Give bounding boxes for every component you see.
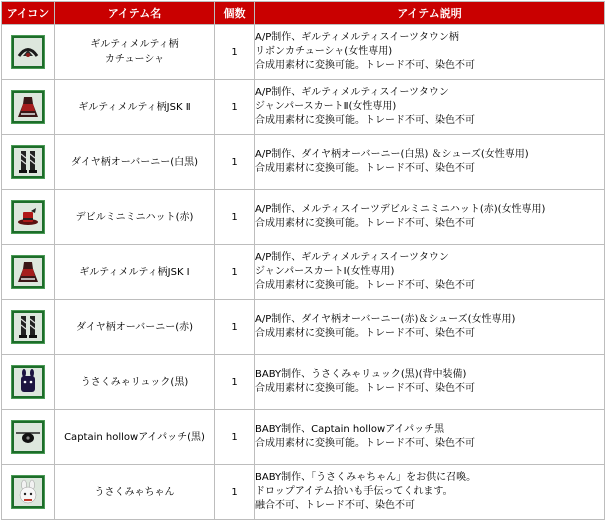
item-name-line: うさくみゃちゃん <box>94 486 175 498</box>
backpack-icon <box>12 366 44 398</box>
table-row <box>2 465 605 520</box>
item-description-line: 合成用素材に変換可能。トレード不可、染色不可 <box>255 328 475 339</box>
item-quantity: 1 <box>215 80 255 135</box>
jumper-skirt-icon <box>12 91 44 123</box>
table-row <box>2 25 605 80</box>
overknee-socks-icon <box>12 146 44 178</box>
item-description-line: 合成用素材に変換可能。トレード不可、染色不可 <box>255 438 475 449</box>
item-description-line: リボンカチューシャ(女性専用) <box>255 46 393 57</box>
item-name-line: ダイヤ柄オーバーニー(白黒) <box>70 156 199 168</box>
header-icon: アイコン <box>2 2 55 25</box>
item-description <box>255 25 605 80</box>
item-table <box>1 1 605 520</box>
item-description <box>255 80 605 135</box>
item-description-line: A/P制作、ギルティメルティスイーツタウン柄 <box>255 32 459 43</box>
item-icon-cell <box>2 25 55 80</box>
item-quantity: 1 <box>215 300 255 355</box>
item-quantity: 1 <box>215 190 255 245</box>
item-description <box>255 410 605 465</box>
item-description-line: BABY制作、Captain hollowアイパッチ黒 <box>255 424 445 435</box>
header-qty: 個数 <box>215 2 255 25</box>
mini-hat-icon <box>12 201 44 233</box>
item-description-line: ドロップアイテム拾いも手伝ってくれます。 <box>255 486 453 497</box>
item-description <box>255 465 605 520</box>
item-name <box>55 190 215 245</box>
header-name: アイテム名 <box>55 2 215 25</box>
item-icon-cell <box>2 135 55 190</box>
item-description-line: A/P制作、ギルティメルティスイーツタウン <box>255 252 449 263</box>
item-quantity: 1 <box>215 410 255 465</box>
item-quantity: 1 <box>215 135 255 190</box>
overknee-socks-icon <box>12 311 44 343</box>
item-name-line: デビルミニミニハット(赤) <box>75 211 194 223</box>
item-description <box>255 135 605 190</box>
item-name-line: うさくみゃリュック(黒) <box>80 376 189 388</box>
bunny-pet-icon <box>12 476 44 508</box>
item-name <box>55 465 215 520</box>
item-description-line: A/P制作、ギルティメルティスイーツタウン <box>255 87 449 98</box>
item-quantity: 1 <box>215 355 255 410</box>
item-description <box>255 355 605 410</box>
item-name <box>55 355 215 410</box>
item-icon-cell <box>2 355 55 410</box>
item-description-line: 合成用素材に変換可能。トレード不可、染色不可 <box>255 163 475 174</box>
item-name <box>55 300 215 355</box>
item-description-line: ジャンパースカートⅠ(女性専用) <box>255 266 395 277</box>
header-desc: アイテム説明 <box>255 2 605 25</box>
table-row <box>2 135 605 190</box>
item-description-line: 合成用素材に変換可能。トレード不可、染色不可 <box>255 383 475 394</box>
item-name <box>55 245 215 300</box>
item-name-line: Captain hollowアイパッチ(黒) <box>64 431 205 443</box>
table-row <box>2 410 605 465</box>
item-name-line: ギルティメルティ柄JSK Ⅰ <box>79 266 190 278</box>
item-quantity: 1 <box>215 25 255 80</box>
table-row <box>2 355 605 410</box>
item-quantity: 1 <box>215 465 255 520</box>
item-description-line: 融合不可、トレード不可、染色不可 <box>255 500 415 511</box>
item-description-line: 合成用素材に変換可能。トレード不可、染色不可 <box>255 115 475 126</box>
table-row <box>2 245 605 300</box>
item-icon-cell <box>2 190 55 245</box>
item-description <box>255 300 605 355</box>
item-icon-cell <box>2 465 55 520</box>
item-name-line: カチューシャ <box>104 54 165 65</box>
item-icon-cell <box>2 410 55 465</box>
item-description <box>255 245 605 300</box>
table-header-row <box>2 2 605 25</box>
item-name <box>55 25 215 80</box>
headdress-icon <box>12 36 44 68</box>
item-quantity: 1 <box>215 245 255 300</box>
item-name-line: ギルティメルティ柄JSK Ⅱ <box>78 101 191 113</box>
item-name <box>55 410 215 465</box>
jumper-skirt-icon <box>12 256 44 288</box>
item-description-line: 合成用素材に変換可能。トレード不可、染色不可 <box>255 60 475 71</box>
table-row <box>2 80 605 135</box>
item-name-line: ギルティメルティ柄 <box>90 39 179 50</box>
item-description <box>255 190 605 245</box>
item-name <box>55 135 215 190</box>
item-description-line: BABY制作、うさくみゃリュック(黒)(背中装備) <box>255 369 467 380</box>
item-description-line: ジャンパースカートⅡ(女性専用) <box>255 101 397 112</box>
item-icon-cell <box>2 80 55 135</box>
item-name <box>55 80 215 135</box>
eyepatch-icon <box>12 421 44 453</box>
item-description-line: BABY制作、「うさくみゃちゃん」をお供に召喚。 <box>255 472 477 483</box>
table-row <box>2 190 605 245</box>
item-description-line: A/P制作、メルティスイーツデビルミニミニハット(赤)(女性専用) <box>255 204 546 215</box>
item-description-line: 合成用素材に変換可能。トレード不可、染色不可 <box>255 280 475 291</box>
item-description-line: 合成用素材に変換可能。トレード不可、染色不可 <box>255 218 475 229</box>
table-row <box>2 300 605 355</box>
item-name-line: ダイヤ柄オーバーニー(赤) <box>75 321 194 333</box>
item-description-line: A/P制作、ダイヤ柄オーバーニー(白黒) ＆シューズ(女性専用) <box>255 149 529 160</box>
item-description-line: A/P制作、ダイヤ柄オーバーニー(赤)＆シューズ(女性専用) <box>255 314 516 325</box>
item-icon-cell <box>2 245 55 300</box>
item-icon-cell <box>2 300 55 355</box>
